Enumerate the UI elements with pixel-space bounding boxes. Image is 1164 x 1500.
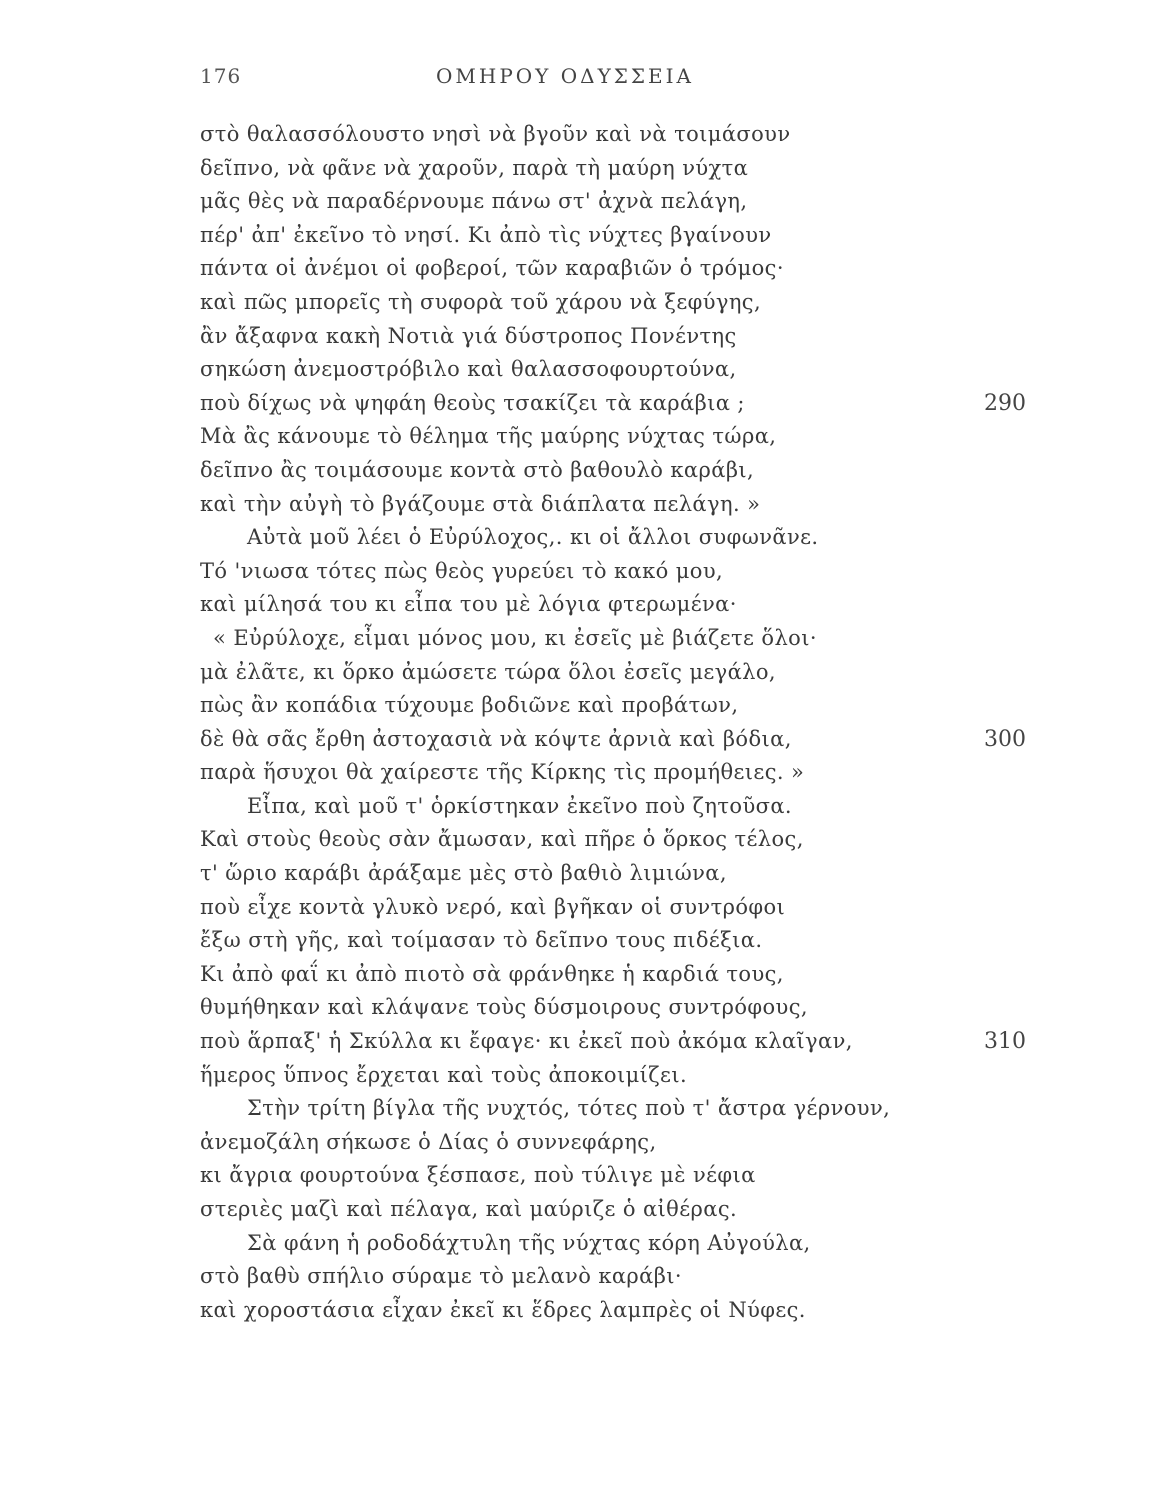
verse-text: πέρ' ἀπ' ἐκεῖνο τὸ νησί. Κι ἀπὸ τὶς νύχτες βγαίνουν: [200, 222, 772, 247]
verse-text: ποὺ ἅρπαξ' ἡ Σκύλλα κι ἔφαγε· κι ἐκεῖ ποὺ ἀκόμα κλαῖγαν,: [200, 1029, 853, 1054]
verse-line: [0, 1025, 1164, 1059]
verse-line: [0, 622, 1164, 656]
verse-line: [0, 118, 1164, 152]
verse-line: [0, 286, 1164, 320]
verse-text: ποὺ δίχως νὰ ψηφάη θεοὺς τσακίζει τὰ καράβια ;: [200, 390, 745, 415]
verse-line: [0, 420, 1164, 454]
verse-line: [0, 991, 1164, 1025]
verse-text: κι ἄγρια φουρτούνα ξέσπασε, ποὺ τύλιγε μὲ νέφια: [200, 1163, 756, 1188]
verse-text: καὶ χοροστάσια εἶχαν ἐκεῖ κι ἕδρες λαμπρὲς οἱ Νύφες.: [200, 1297, 806, 1322]
verse-text: « Εὐρύλοχε, εἶμαι μόνος μου, κι ἐσεῖς μὲ βιάζετε ὅλοι·: [213, 625, 817, 650]
verse-line: [0, 656, 1164, 690]
verse-line: [0, 756, 1164, 790]
line-number: 310: [984, 1029, 1026, 1055]
verse-line: [0, 555, 1164, 589]
verse-line: [0, 1159, 1164, 1193]
verse-text: ἂν ἄξαφνα κακὴ Νοτιὰ γιά δύστροπος Πονέντης: [200, 323, 737, 348]
verse-line: [0, 588, 1164, 622]
verse-line: [0, 252, 1164, 286]
verse-text: δὲ θὰ σᾶς ἔρθη ἀστοχασιὰ νὰ κόψτε ἀρνιὰ καὶ βόδια,: [200, 726, 792, 751]
verse-line: [0, 689, 1164, 723]
verse-text: Αὐτὰ μοῦ λέει ὁ Εὐρύλοχος,. κι οἱ ἄλλοι συφωνᾶνε.: [247, 525, 819, 550]
verse-text: στὸ θαλασσόλουστο νησὶ νὰ βγοῦν καὶ νὰ τοιμάσουν: [200, 122, 791, 146]
verse-line: [0, 1294, 1164, 1328]
verse-line: [0, 1193, 1164, 1227]
verse-text: ποὺ εἶχε κοντὰ γλυκὸ νερό, καὶ βγῆκαν οἱ συντρόφοι: [200, 894, 786, 919]
verse-text: παρὰ ἥσυχοι θὰ χαίρεστε τῆς Κίρκης τὶς προμήθειες. »: [200, 760, 805, 785]
verse-text: ἔξω στὴ γῆς, καὶ τοίμασαν τὸ δεῖπνο τους πιδέξια.: [200, 928, 763, 953]
page-header: [200, 64, 1030, 94]
verse-text: Στὴν τρίτη βίγλα τῆς νυχτός, τότες ποὺ τ' ἄστρα γέρνουν,: [247, 1096, 891, 1121]
verse-text: μὰ ἐλᾶτε, κι ὅρκο ἀμώσετε τώρα ὅλοι ἐσεῖς μεγάλο,: [200, 659, 777, 684]
verse-line: [0, 1227, 1164, 1261]
verse-line: [0, 1092, 1164, 1126]
verse-line: [0, 454, 1164, 488]
verse-line: [0, 387, 1164, 421]
verse-line: [0, 958, 1164, 992]
verse-line: [0, 219, 1164, 253]
verse-line: [0, 823, 1164, 857]
verse-text: Εἶπα, καὶ μοῦ τ' ὁρκίστηκαν ἐκεῖνο ποὺ ζητοῦσα.: [247, 793, 792, 818]
verse-text: τ' ὥριο καράβι ἀράξαμε μὲς στὸ βαθιὸ λιμιώνα,: [200, 861, 727, 886]
verse-text: ἥμερος ὕπνος ἔρχεται καὶ τοὺς ἀποκοιμίζει.: [200, 1062, 688, 1087]
verse-text: στὸ βαθὺ σπήλιο σύραμε τὸ μελανὸ καράβι·: [200, 1264, 683, 1289]
verse-line: [0, 521, 1164, 555]
verse-text: στεριὲς μαζὶ καὶ πέλαγα, καὶ μαύριζε ὁ αἰθέρας.: [200, 1197, 738, 1221]
verse-text: θυμήθηκαν καὶ κλάψανε τοὺς δύσμοιρους συντρόφους,: [200, 995, 808, 1020]
verse-line: [0, 1260, 1164, 1294]
verse-text: Σὰ φάνη ἡ ροδοδάχτυλη τῆς νύχτας κόρη Αὐγούλα,: [247, 1230, 811, 1255]
verse-line: [0, 1126, 1164, 1160]
running-title: ΟΜΗΡΟΥ ΟΔΥΣΣΕΙΑ: [436, 64, 694, 88]
verse-text: δεῖπνο ἂς τοιμάσουμε κοντὰ στὸ βαθουλὸ καράβι,: [200, 457, 755, 482]
verse-text: Τό 'νιωσα τότες πὼς θεὸς γυρεύει τὸ κακό μου,: [200, 558, 724, 583]
verse-text: Μὰ ἂς κάνουμε τὸ θέλημα τῆς μαύρης νύχτας τώρα,: [200, 424, 777, 449]
verse-line: [0, 857, 1164, 891]
verse-text: μᾶς θὲς νὰ παραδέρνουμε πάνω στ' ἀχνὰ πελάγη,: [200, 189, 748, 214]
verse-line: [0, 924, 1164, 958]
verse-text: πάντα οἱ ἀνέμοι οἱ φοβεροί, τῶν καραβιῶν ὁ τρόμος·: [200, 256, 784, 281]
verse-text: ἀνεμοζάλη σήκωσε ὁ Δίας ὁ συννεφάρης,: [200, 1129, 657, 1154]
page-number: 176: [200, 64, 242, 88]
verse-line: [0, 891, 1164, 925]
verse-line: [0, 1059, 1164, 1093]
verse-text: Καὶ στοὺς θεοὺς σὰν ἄμωσαν, καὶ πῆρε ὁ ὅρκος τέλος,: [200, 827, 804, 852]
verse-text: καὶ πῶς μπορεῖς τὴ συφορὰ τοῦ χάρου νὰ ξεφύγης,: [200, 289, 762, 314]
verse-line: [0, 185, 1164, 219]
verse-text: καὶ τὴν αὐγὴ τὸ βγάζουμε στὰ διάπλατα πελάγη. »: [200, 491, 761, 516]
verse-line: [0, 723, 1164, 757]
verse-text: Κι ἀπὸ φαΐ κι ἀπὸ πιοτὸ σὰ φράνθηκε ἡ καρδιά τους,: [200, 961, 784, 986]
verse-text: δεῖπνο, νὰ φᾶνε νὰ χαροῦν, παρὰ τὴ μαύρη νύχτα: [200, 155, 749, 180]
line-number: 290: [984, 390, 1026, 416]
line-number: 300: [984, 726, 1026, 752]
verse-line: [0, 353, 1164, 387]
verse-text: πὼς ἂν κοπάδια τύχουμε βοδιῶνε καὶ προβάτων,: [200, 693, 739, 718]
verse-line: [0, 320, 1164, 354]
verse-line: [0, 790, 1164, 824]
verse-block: [0, 118, 1164, 1327]
verse-line: [0, 488, 1164, 522]
verse-line: [0, 152, 1164, 186]
verse-text: καὶ μίλησά του κι εἶπα του μὲ λόγια φτερωμένα·: [200, 592, 737, 617]
verse-text: σηκώση ἀνεμοστρόβιλο καὶ θαλασσοφουρτούνα,: [200, 357, 737, 382]
